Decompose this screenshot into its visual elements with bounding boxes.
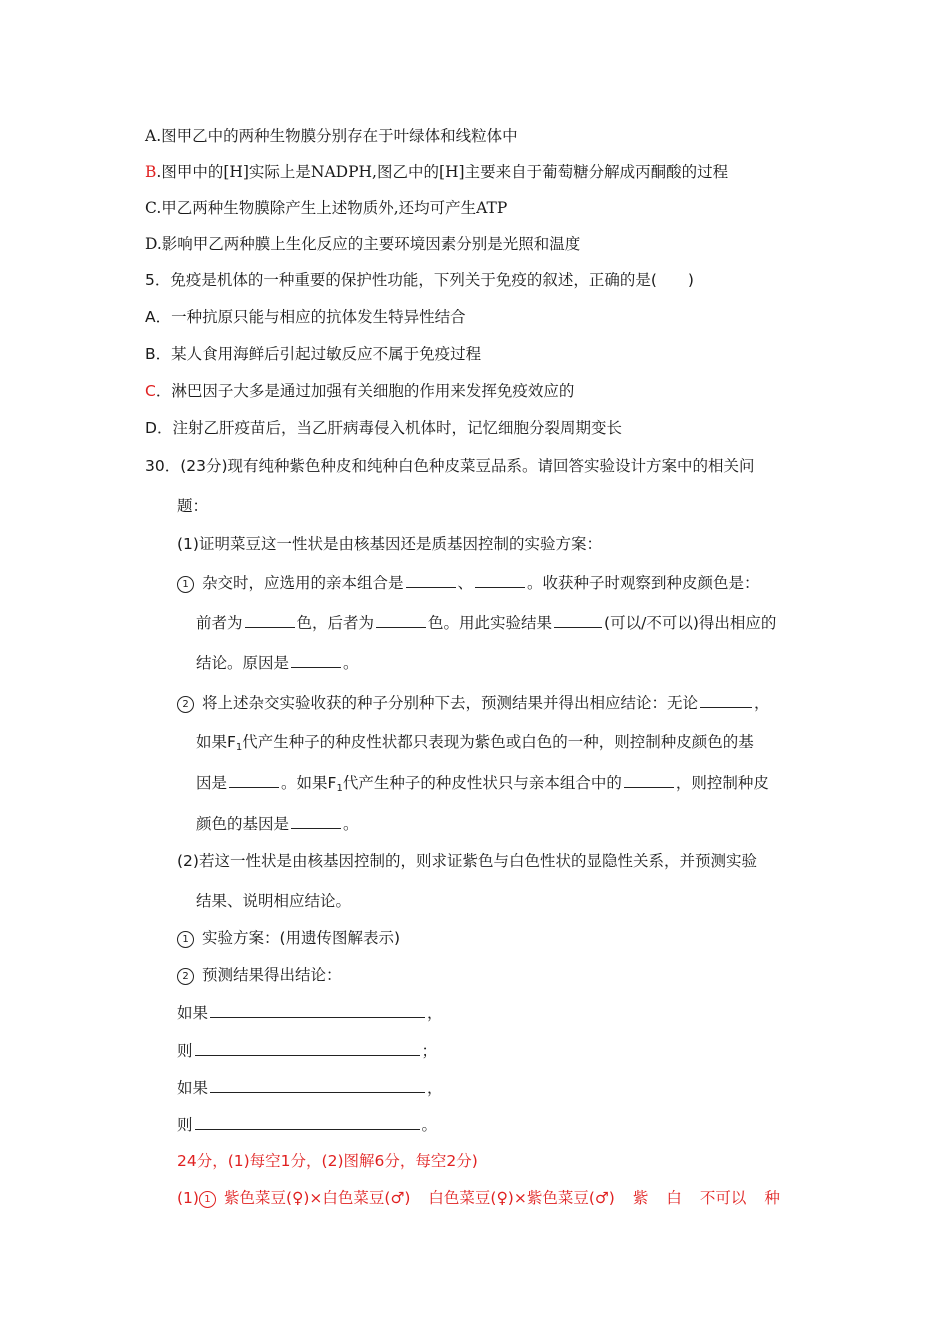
option-letter-marked: C xyxy=(145,382,156,400)
q30-part1-item2-line4: 颜色的基因是 。 xyxy=(196,815,359,833)
answer-score-note: 24分，(1)每空1分，(2)图解6分，每空2分) xyxy=(177,1152,478,1170)
q4-option-a xyxy=(145,126,518,146)
q5-stem: 5．免疫是机体的一种重要的保护性功能，下列关于免疫的叙述，正确的是( ) xyxy=(145,271,694,289)
q5-option-a xyxy=(145,307,466,327)
q30-part1-item2-line1: 2 将上述杂交实验收获的种子分别种下去，预测结果并得出相应结论：无论 ， xyxy=(177,692,770,713)
q30-part1-title: (1)证明菜豆这一性状是由核基因还是质基因控制的实验方案： xyxy=(177,535,602,553)
q30-part2-title-line1: (2)若这一性状是由核基因控制的，则求证紫色与白色性状的显隐性关系，并预测实验 xyxy=(177,852,757,870)
q5-option-b xyxy=(145,344,481,364)
option-text: ．某人食用海鲜后引起过敏反应不属于免疫过程 xyxy=(155,345,482,363)
q30-stem-line1: 30．(23分)现有纯种紫色种皮和纯种白色种皮菜豆品系。请回答实验设计方案中的相关问 xyxy=(145,457,755,475)
answer-blank[interactable] xyxy=(195,1040,420,1056)
q4-option-b xyxy=(145,162,728,182)
answer-blank[interactable] xyxy=(229,772,279,788)
option-text: ．注射乙肝疫苗后，当乙肝病毒侵入机体时，记忆细胞分裂周期变长 xyxy=(156,419,622,437)
q30-part2-title-line2: 结果、说明相应结论。 xyxy=(196,892,352,910)
circled-number: 2 xyxy=(177,696,194,713)
answer-blank[interactable] xyxy=(245,612,295,628)
q30-part1-item2-line2: 如果$F_1$代产生种子的种皮性状都只表现为紫色或白色的一种，则控制种皮颜色的基 xyxy=(196,733,754,753)
then-line-1: 则 ； xyxy=(177,1042,438,1060)
q30-part2-item2: 2 预测结果得出结论： xyxy=(177,965,342,985)
answer-blank[interactable] xyxy=(700,692,752,708)
answer-blank[interactable] xyxy=(291,652,341,668)
q4-option-d xyxy=(145,234,580,254)
option-text: .甲乙两种生物膜除产生上述物质外,还均可产生ATP xyxy=(156,199,508,217)
q5-option-d xyxy=(145,418,622,438)
option-text: ．淋巴因子大多是通过加强有关细胞的作用来发挥免疫效应的 xyxy=(155,382,575,400)
option-text: .图甲乙中的两种生物膜分别存在于叶绿体和线粒体中 xyxy=(156,127,518,145)
answer-blank[interactable] xyxy=(624,772,674,788)
answer-blank[interactable] xyxy=(291,813,341,829)
answer-blank[interactable] xyxy=(195,1114,420,1130)
if-line-2: 如果 ， xyxy=(177,1079,443,1097)
answer-blank[interactable] xyxy=(376,612,426,628)
answer-blank[interactable] xyxy=(475,572,525,588)
circled-number: 1 xyxy=(199,1191,216,1208)
option-letter: B xyxy=(145,345,156,363)
q30-part1-item1-line1: 1 杂交时，应选用的亲本组合是 、 。收获种子时观察到种皮颜色是： xyxy=(177,572,760,593)
option-letter: A xyxy=(145,308,156,326)
q30-part1-item2-line3: 因是 。如果$F_1$代产生种子的种皮性状只与亲本组合中的 ，则控制种皮 xyxy=(196,774,769,794)
answer-blank[interactable] xyxy=(554,612,602,628)
answer-blank[interactable] xyxy=(210,1077,425,1093)
answer-blank[interactable] xyxy=(210,1002,425,1018)
answer-line-1: (1) 1 紫色菜豆(♀)×白色菜豆(♂) 白色菜豆(♀)×紫色菜豆(♂) 紫 白 不可以 种 xyxy=(177,1189,780,1207)
then-line-2: 则 。 xyxy=(177,1116,438,1134)
option-text: .影响甲乙两种膜上生化反应的主要环境因素分别是光照和温度 xyxy=(156,235,581,253)
option-text: ．一种抗原只能与相应的抗体发生特异性结合 xyxy=(155,308,466,326)
circled-number: 1 xyxy=(177,931,194,948)
option-text: .图甲中的[H]实际上是NADPH,图乙中的[H]主要来自于葡萄糖分解成丙酮酸的过程 xyxy=(156,163,729,181)
answer-blank[interactable] xyxy=(406,572,456,588)
circled-number: 1 xyxy=(177,576,194,593)
option-letter-marked: B xyxy=(145,163,157,181)
q30-part1-item1-line3: 结论。原因是 。 xyxy=(196,654,359,672)
option-letter: D xyxy=(145,419,157,437)
q30-stem-line2: 题： xyxy=(177,497,209,515)
option-letter: C xyxy=(145,199,157,217)
if-line-1: 如果 ， xyxy=(177,1004,443,1022)
q5-option-c xyxy=(145,381,574,401)
q4-option-c xyxy=(145,198,507,218)
q30-part2-item1: 1 实验方案：(用遗传图解表示) xyxy=(177,928,400,948)
option-letter: A xyxy=(145,127,157,145)
circled-number: 2 xyxy=(177,968,194,985)
option-letter: D xyxy=(145,235,157,253)
q30-part1-item1-line2: 前者为 色，后者为 色。用此实验结果 (可以/不可以)得出相应的 xyxy=(196,614,777,632)
